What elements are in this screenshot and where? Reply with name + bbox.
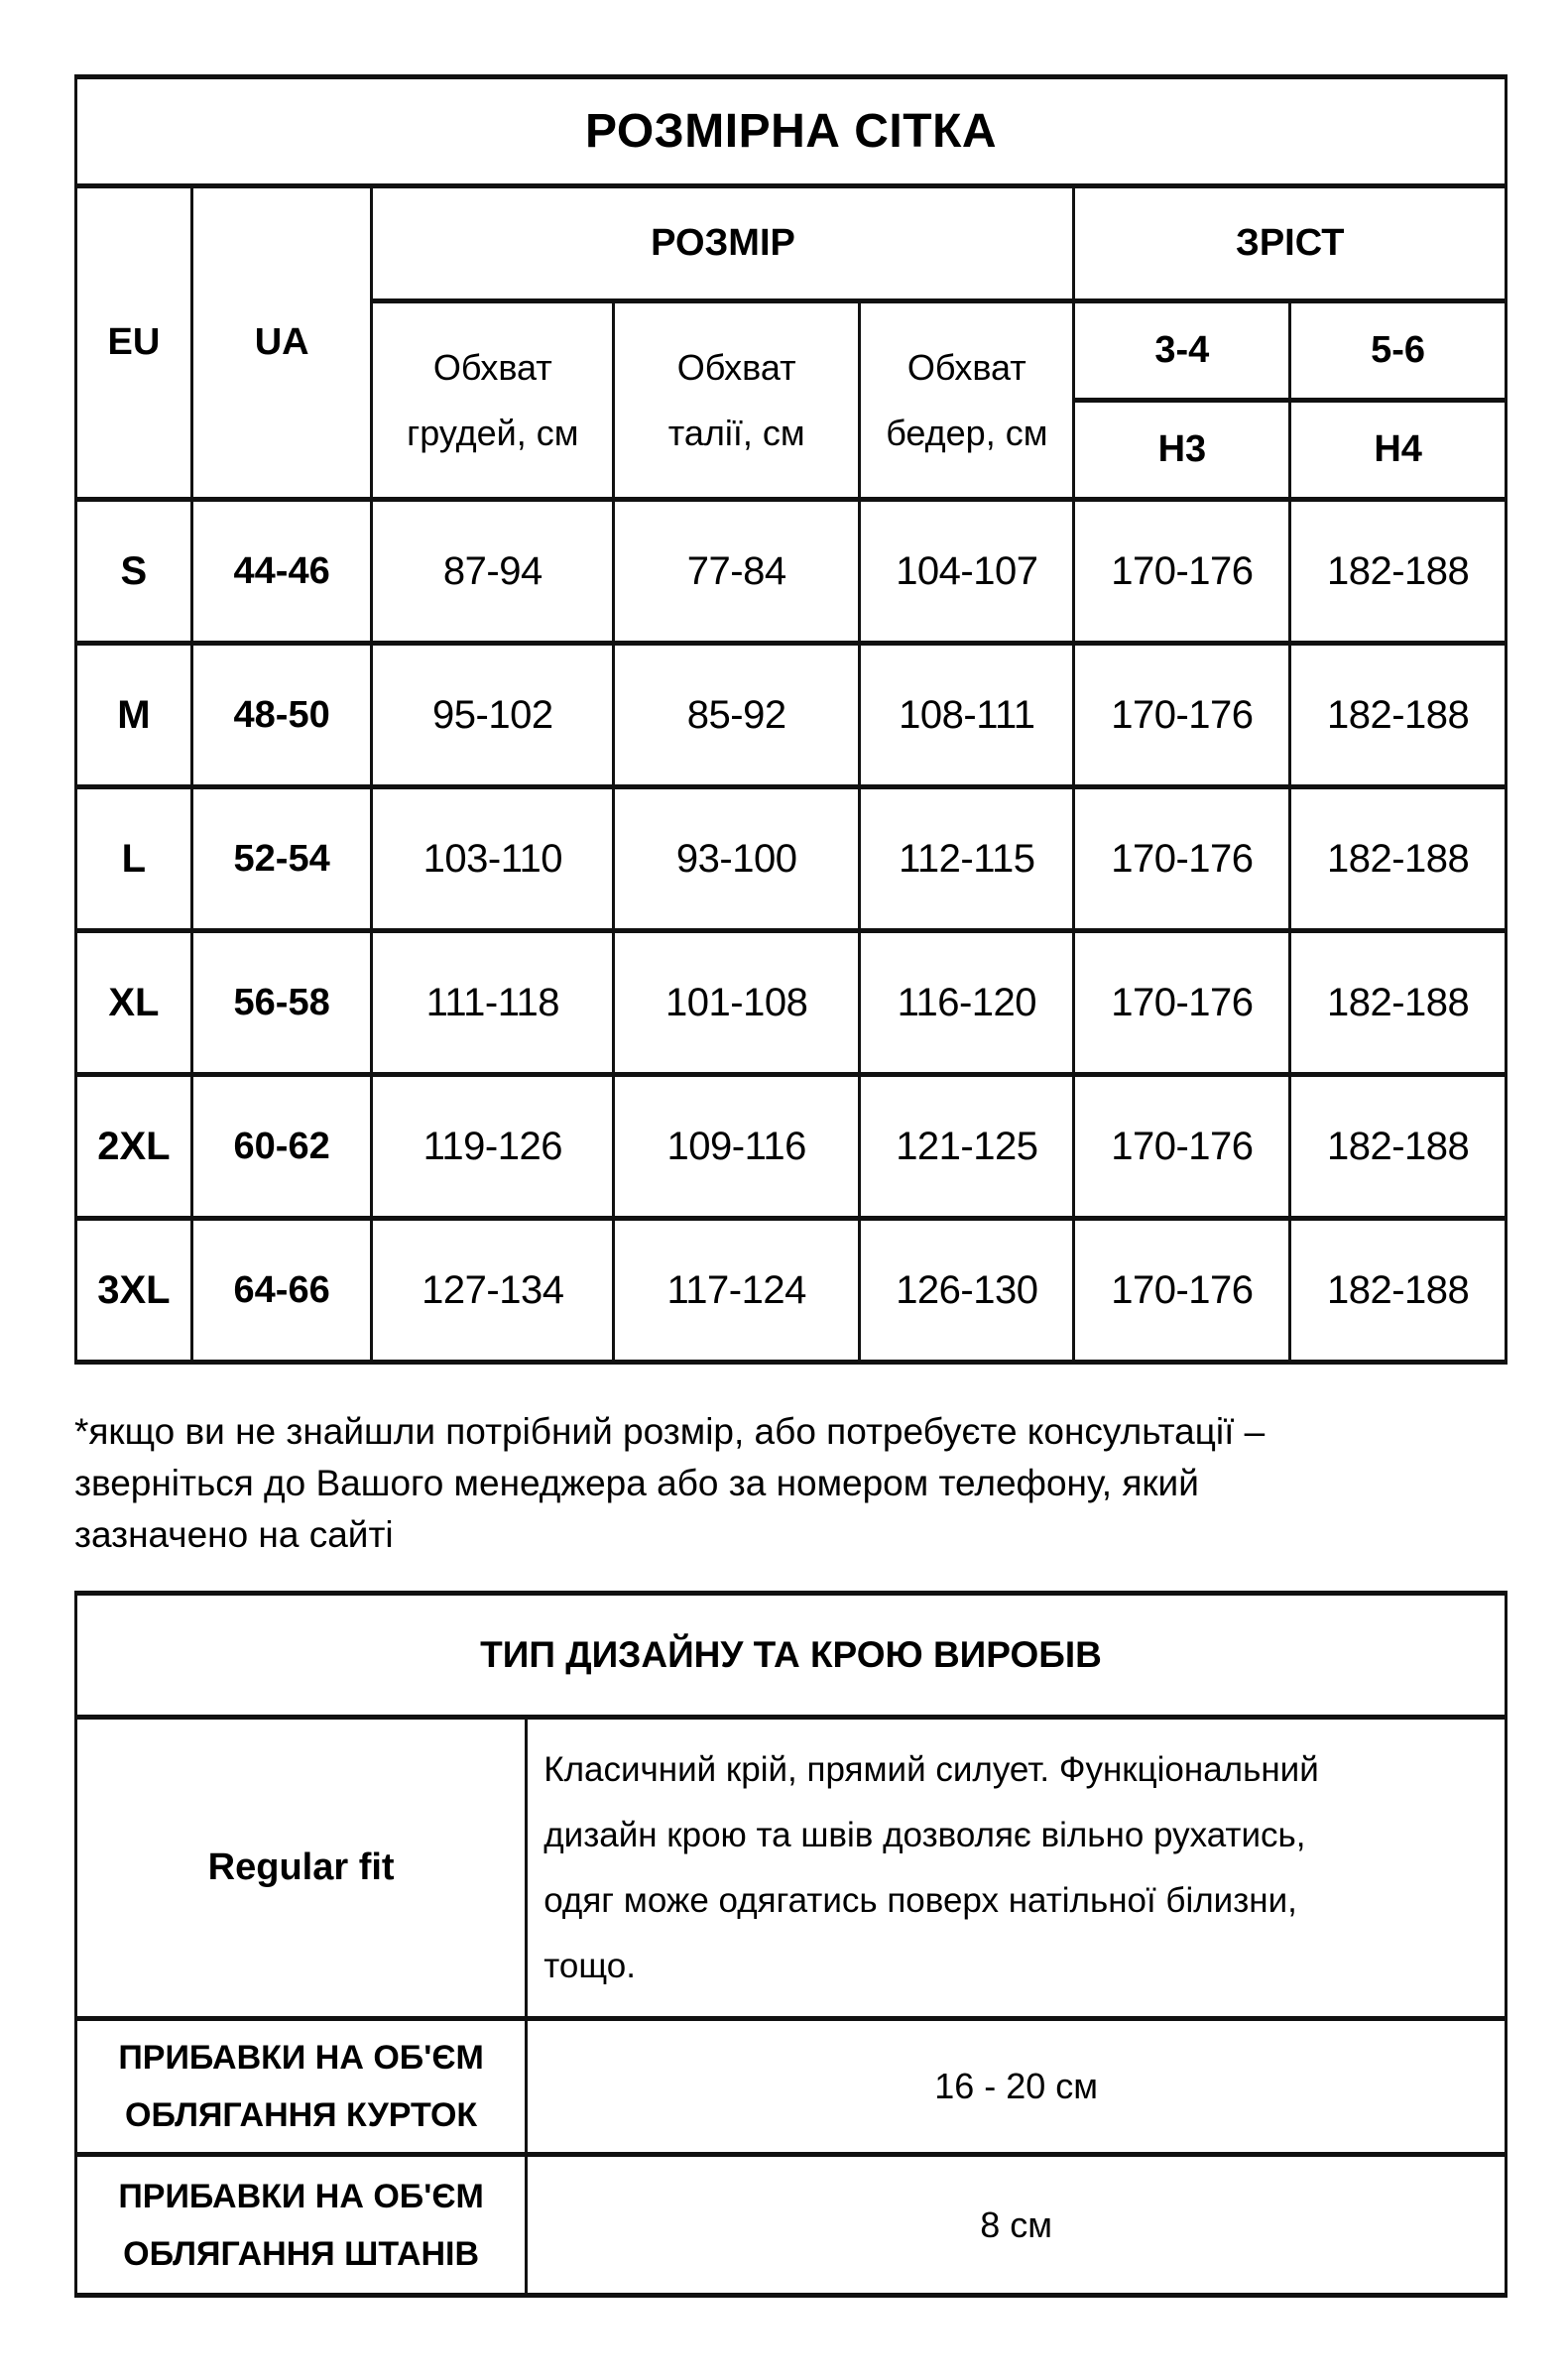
height4-value-cell: 182-188 [1290,1075,1507,1219]
hip-value-cell: 108-111 [860,644,1074,787]
height3-value-cell: 170-176 [1074,1075,1290,1219]
ua-size-cell: 48-50 [191,644,372,787]
chest-value-cell: 87-94 [372,500,614,644]
height-code-1: Н3 [1074,401,1290,500]
column-header-ua: UA [191,186,372,500]
jackets-label-line2: ОБЛЯГАННЯ КУРТОК [125,2096,478,2134]
size-table-title: РОЗМІРНА СІТКА [76,77,1507,186]
height4-value-cell: 182-188 [1290,500,1507,644]
height4-value-cell: 182-188 [1290,644,1507,787]
hip-label-line1: Обхват [906,346,1026,388]
waist-label-line2: талії, см [667,412,805,453]
fit-desc-line3: одяг може одягатись поверх натільної білизни, [543,1880,1297,1920]
waist-value-cell: 117-124 [614,1219,860,1363]
height3-value-cell: 170-176 [1074,1219,1290,1363]
jackets-addition-value: 16 - 20 см [527,2019,1507,2155]
size-row-m [76,644,1507,787]
size-row-2xl [76,1075,1507,1219]
column-header-chest [372,301,614,500]
group-header-height: ЗРІСТ [1074,186,1507,301]
height3-value-cell: 170-176 [1074,500,1290,644]
size-row-3xl [76,1219,1507,1363]
group-header-size: РОЗМІР [372,186,1074,301]
height3-value-cell: 170-176 [1074,931,1290,1075]
jackets-addition-label [76,2019,527,2155]
footnote-line1: *якщо ви не знайшли потрібний розмір, або потребуєте консультації – [74,1411,1266,1452]
height-code-2: Н4 [1290,401,1507,500]
size-row-l [76,787,1507,931]
regular-fit-row [76,1718,1507,2019]
waist-label-line1: Обхват [676,346,796,388]
waist-value-cell: 101-108 [614,931,860,1075]
size-row-s [76,500,1507,644]
eu-size-cell: XL [76,931,192,1075]
pants-label-line1: ПРИБАВКИ НА ОБ'ЄМ [118,2177,484,2215]
pants-label-line2: ОБЛЯГАННЯ ШТАНІВ [123,2234,480,2273]
ua-size-cell: 56-58 [191,931,372,1075]
size-row-xl [76,931,1507,1075]
waist-value-cell: 109-116 [614,1075,860,1219]
design-table-title-row [76,1594,1507,1718]
chest-value-cell: 111-118 [372,931,614,1075]
height4-value-cell: 182-188 [1290,787,1507,931]
ua-size-cell: 64-66 [191,1219,372,1363]
footnote-line2: зверніться до Вашого менеджера або за номером телефону, який [74,1463,1199,1503]
size-table [74,74,1508,1365]
hip-value-cell: 121-125 [860,1075,1074,1219]
design-table-title: ТИП ДИЗАЙНУ ТА КРОЮ ВИРОБІВ [76,1594,1507,1718]
height-range-1: 3-4 [1074,301,1290,401]
pants-addition-row [76,2155,1507,2296]
ua-size-cell: 52-54 [191,787,372,931]
height3-value-cell: 170-176 [1074,787,1290,931]
waist-value-cell: 77-84 [614,500,860,644]
size-table-group-row [76,186,1507,301]
column-header-hip [860,301,1074,500]
jackets-addition-row [76,2019,1507,2155]
ua-size-cell: 60-62 [191,1075,372,1219]
waist-value-cell: 85-92 [614,644,860,787]
hip-value-cell: 116-120 [860,931,1074,1075]
footnote-line3: зазначено на сайті [74,1514,394,1555]
column-header-eu: EU [76,186,192,500]
chest-label-line1: Обхват [432,346,552,388]
eu-size-cell: L [76,787,192,931]
hip-value-cell: 126-130 [860,1219,1074,1363]
chest-label-line2: грудей, см [407,412,579,453]
height3-value-cell: 170-176 [1074,644,1290,787]
height4-value-cell: 182-188 [1290,1219,1507,1363]
eu-size-cell: S [76,500,192,644]
design-type-table [74,1591,1508,2298]
chest-value-cell: 103-110 [372,787,614,931]
chest-value-cell: 127-134 [372,1219,614,1363]
hip-value-cell: 112-115 [860,787,1074,931]
fit-desc-line4: тощо. [543,1946,636,1985]
eu-size-cell: 2XL [76,1075,192,1219]
chest-value-cell: 119-126 [372,1075,614,1219]
size-footnote [74,1406,1493,1561]
size-table-title-row [76,77,1507,186]
chest-value-cell: 95-102 [372,644,614,787]
ua-size-cell: 44-46 [191,500,372,644]
hip-label-line2: бедер, см [886,412,1048,453]
height-range-2: 5-6 [1290,301,1507,401]
pants-addition-value: 8 см [527,2155,1507,2296]
jackets-label-line1: ПРИБАВКИ НА ОБ'ЄМ [118,2039,484,2077]
fit-desc-line2: дизайн крою та швів дозволяє вільно рухатись, [543,1815,1306,1854]
waist-value-cell: 93-100 [614,787,860,931]
eu-size-cell: 3XL [76,1219,192,1363]
fit-desc-line1: Класичний крій, прямий силует. Функціональний [543,1749,1319,1789]
pants-addition-label [76,2155,527,2296]
column-header-waist [614,301,860,500]
fit-type-description [527,1718,1507,2019]
fit-type-label: Regular fit [76,1718,527,2019]
eu-size-cell: M [76,644,192,787]
hip-value-cell: 104-107 [860,500,1074,644]
height4-value-cell: 182-188 [1290,931,1507,1075]
